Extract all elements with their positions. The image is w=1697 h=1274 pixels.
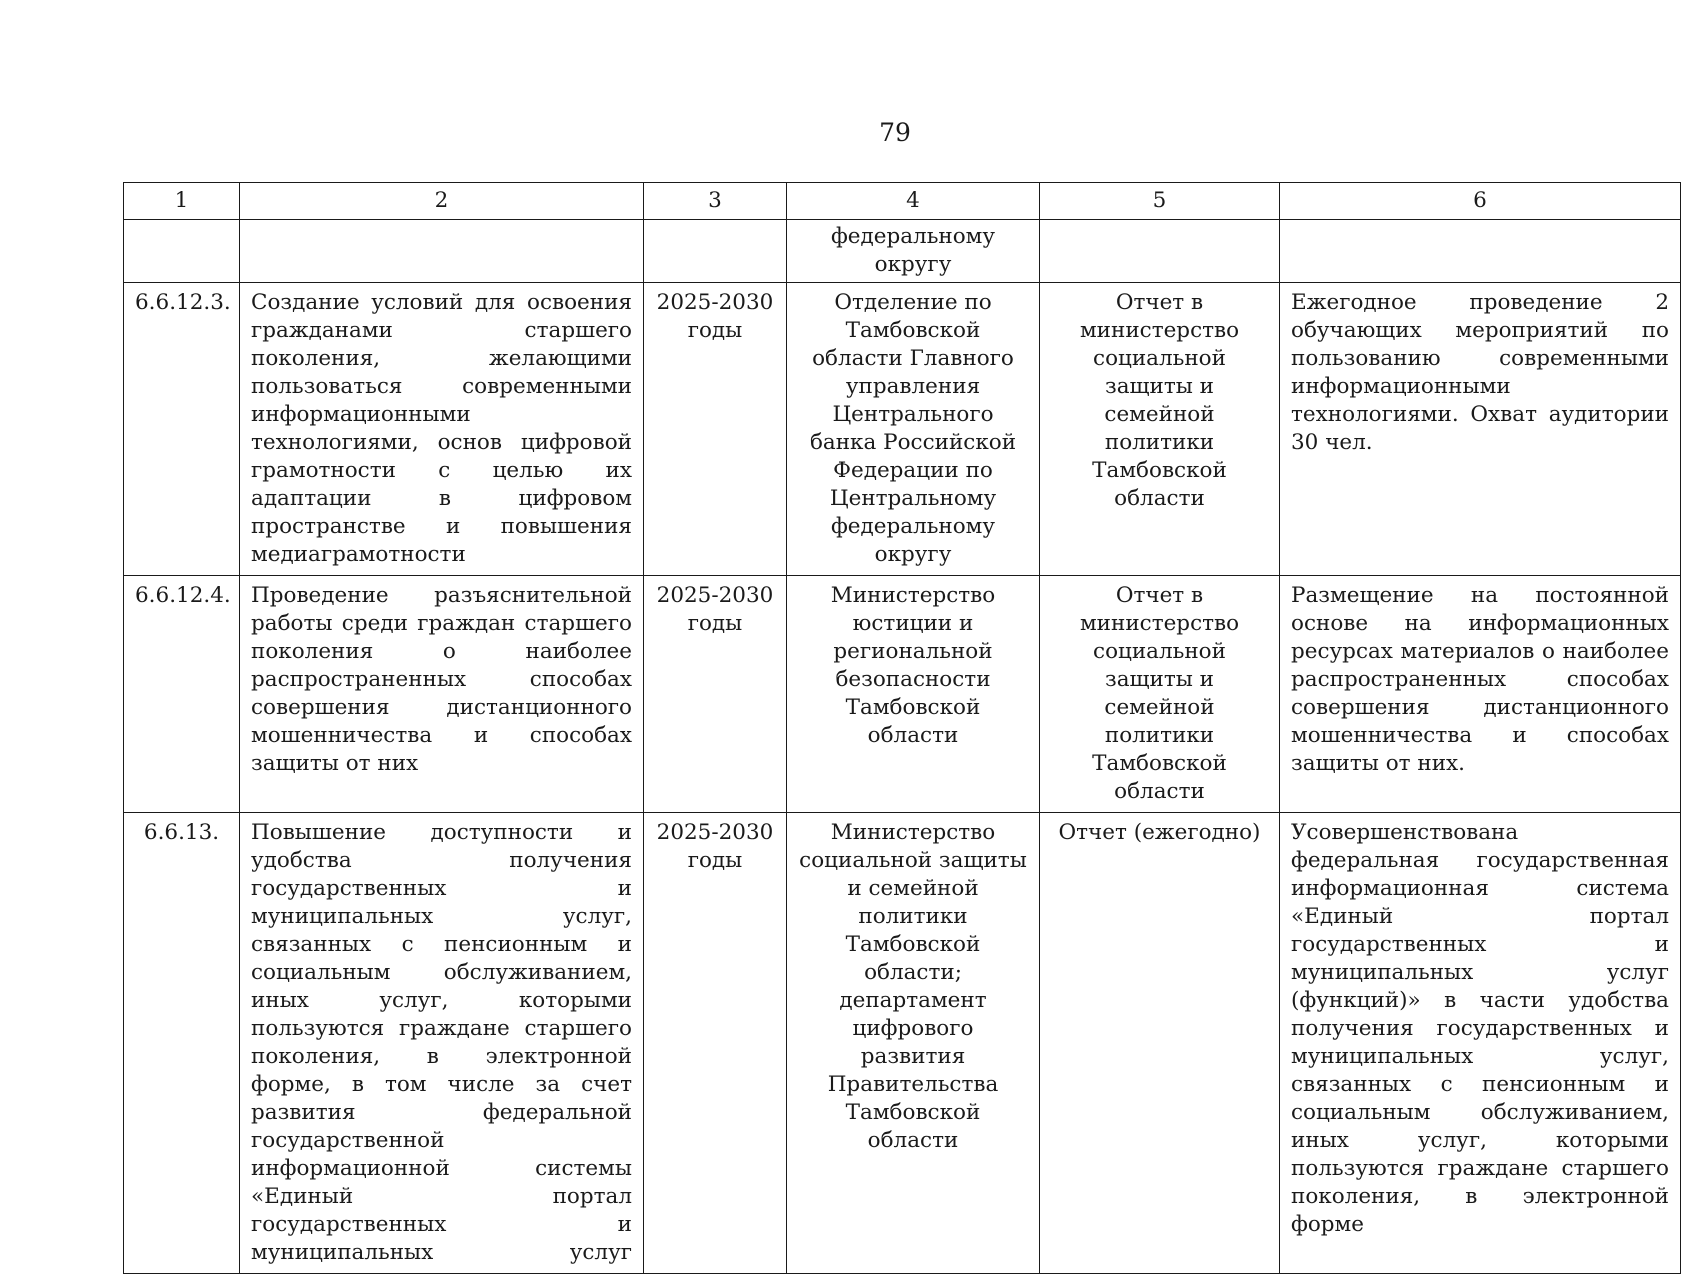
column-number-5: 5 xyxy=(1040,183,1280,220)
responsible-cell: федеральному округу xyxy=(787,220,1040,283)
period-cell: 2025-2030 годы xyxy=(644,283,787,576)
column-number-4: 4 xyxy=(787,183,1040,220)
column-number-1: 1 xyxy=(124,183,240,220)
table-row xyxy=(124,283,1681,576)
cell xyxy=(1280,220,1681,283)
table-header-row xyxy=(124,183,1681,220)
plan-table xyxy=(123,182,1681,1274)
period-cell: 2025-2030 годы xyxy=(644,576,787,813)
result-cell: Размещение на постоянной основе на информационных ресурсах материалов о наиболее распространенных способах совершения дистанционного мошенничества и способах защиты от них. xyxy=(1280,576,1681,813)
report-cell: Отчет в министерство социальной защиты и семейной политики Тамбовской области xyxy=(1040,576,1280,813)
table-row xyxy=(124,813,1681,1274)
activity-cell: Проведение разъяснительной работы среди граждан старшего поколения о наиболее распространенных способах совершения дистанционного мошенничества и способах защиты от них xyxy=(240,576,644,813)
report-cell: Отчет в министерство социальной защиты и семейной политики Тамбовской области xyxy=(1040,283,1280,576)
item-number: 6.6.12.3. xyxy=(124,283,240,576)
activity-cell: Повышение доступности и удобства получения государственных и муниципальных услуг, связанных с пенсионным и социальным обслуживанием, иных услуг, которыми пользуются граждане старшего поколения, в электронной форме, в том числе за счет развития федеральной государственной информационной системы «Единый портал государственных и муниципальных услуг xyxy=(240,813,644,1274)
column-number-3: 3 xyxy=(644,183,787,220)
column-number-6: 6 xyxy=(1280,183,1681,220)
page-number: 79 xyxy=(879,118,911,147)
continuation-row xyxy=(124,220,1681,283)
table-row xyxy=(124,576,1681,813)
responsible-cell: Министерство юстиции и региональной безопасности Тамбовской области xyxy=(787,576,1040,813)
result-cell: Ежегодное проведение 2 обучающих мероприятий по пользованию современными информационными технологиями. Охват аудитории 30 чел. xyxy=(1280,283,1681,576)
responsible-cell: Министерство социальной защиты и семейной политики Тамбовской области; департамент цифрового развития Правительства Тамбовской области xyxy=(787,813,1040,1274)
responsible-cell: Отделение по Тамбовской области Главного управления Центрального банка Российской Федерации по Центральному федеральному округу xyxy=(787,283,1040,576)
cell xyxy=(124,220,240,283)
result-cell: Усовершенствована федеральная государственная информационная система «Единый портал государственных и муниципальных услуг (функций)» в части удобства получения государственных и муниципальных услуг, связанных с пенсионным и социальным обслуживанием, иных услуг, которыми пользуются граждане старшего поколения, в электронной форме xyxy=(1280,813,1681,1274)
item-number: 6.6.12.4. xyxy=(124,576,240,813)
cell xyxy=(1040,220,1280,283)
period-cell: 2025-2030 годы xyxy=(644,813,787,1274)
cell xyxy=(240,220,644,283)
activity-cell: Создание условий для освоения гражданами старшего поколения, желающими пользоваться современными информационными технологиями, основ цифровой грамотности с целью их адаптации в цифровом пространстве и повышения медиаграмотности xyxy=(240,283,644,576)
column-number-2: 2 xyxy=(240,183,644,220)
cell xyxy=(644,220,787,283)
item-number: 6.6.13. xyxy=(124,813,240,1274)
report-cell: Отчет (ежегодно) xyxy=(1040,813,1280,1274)
